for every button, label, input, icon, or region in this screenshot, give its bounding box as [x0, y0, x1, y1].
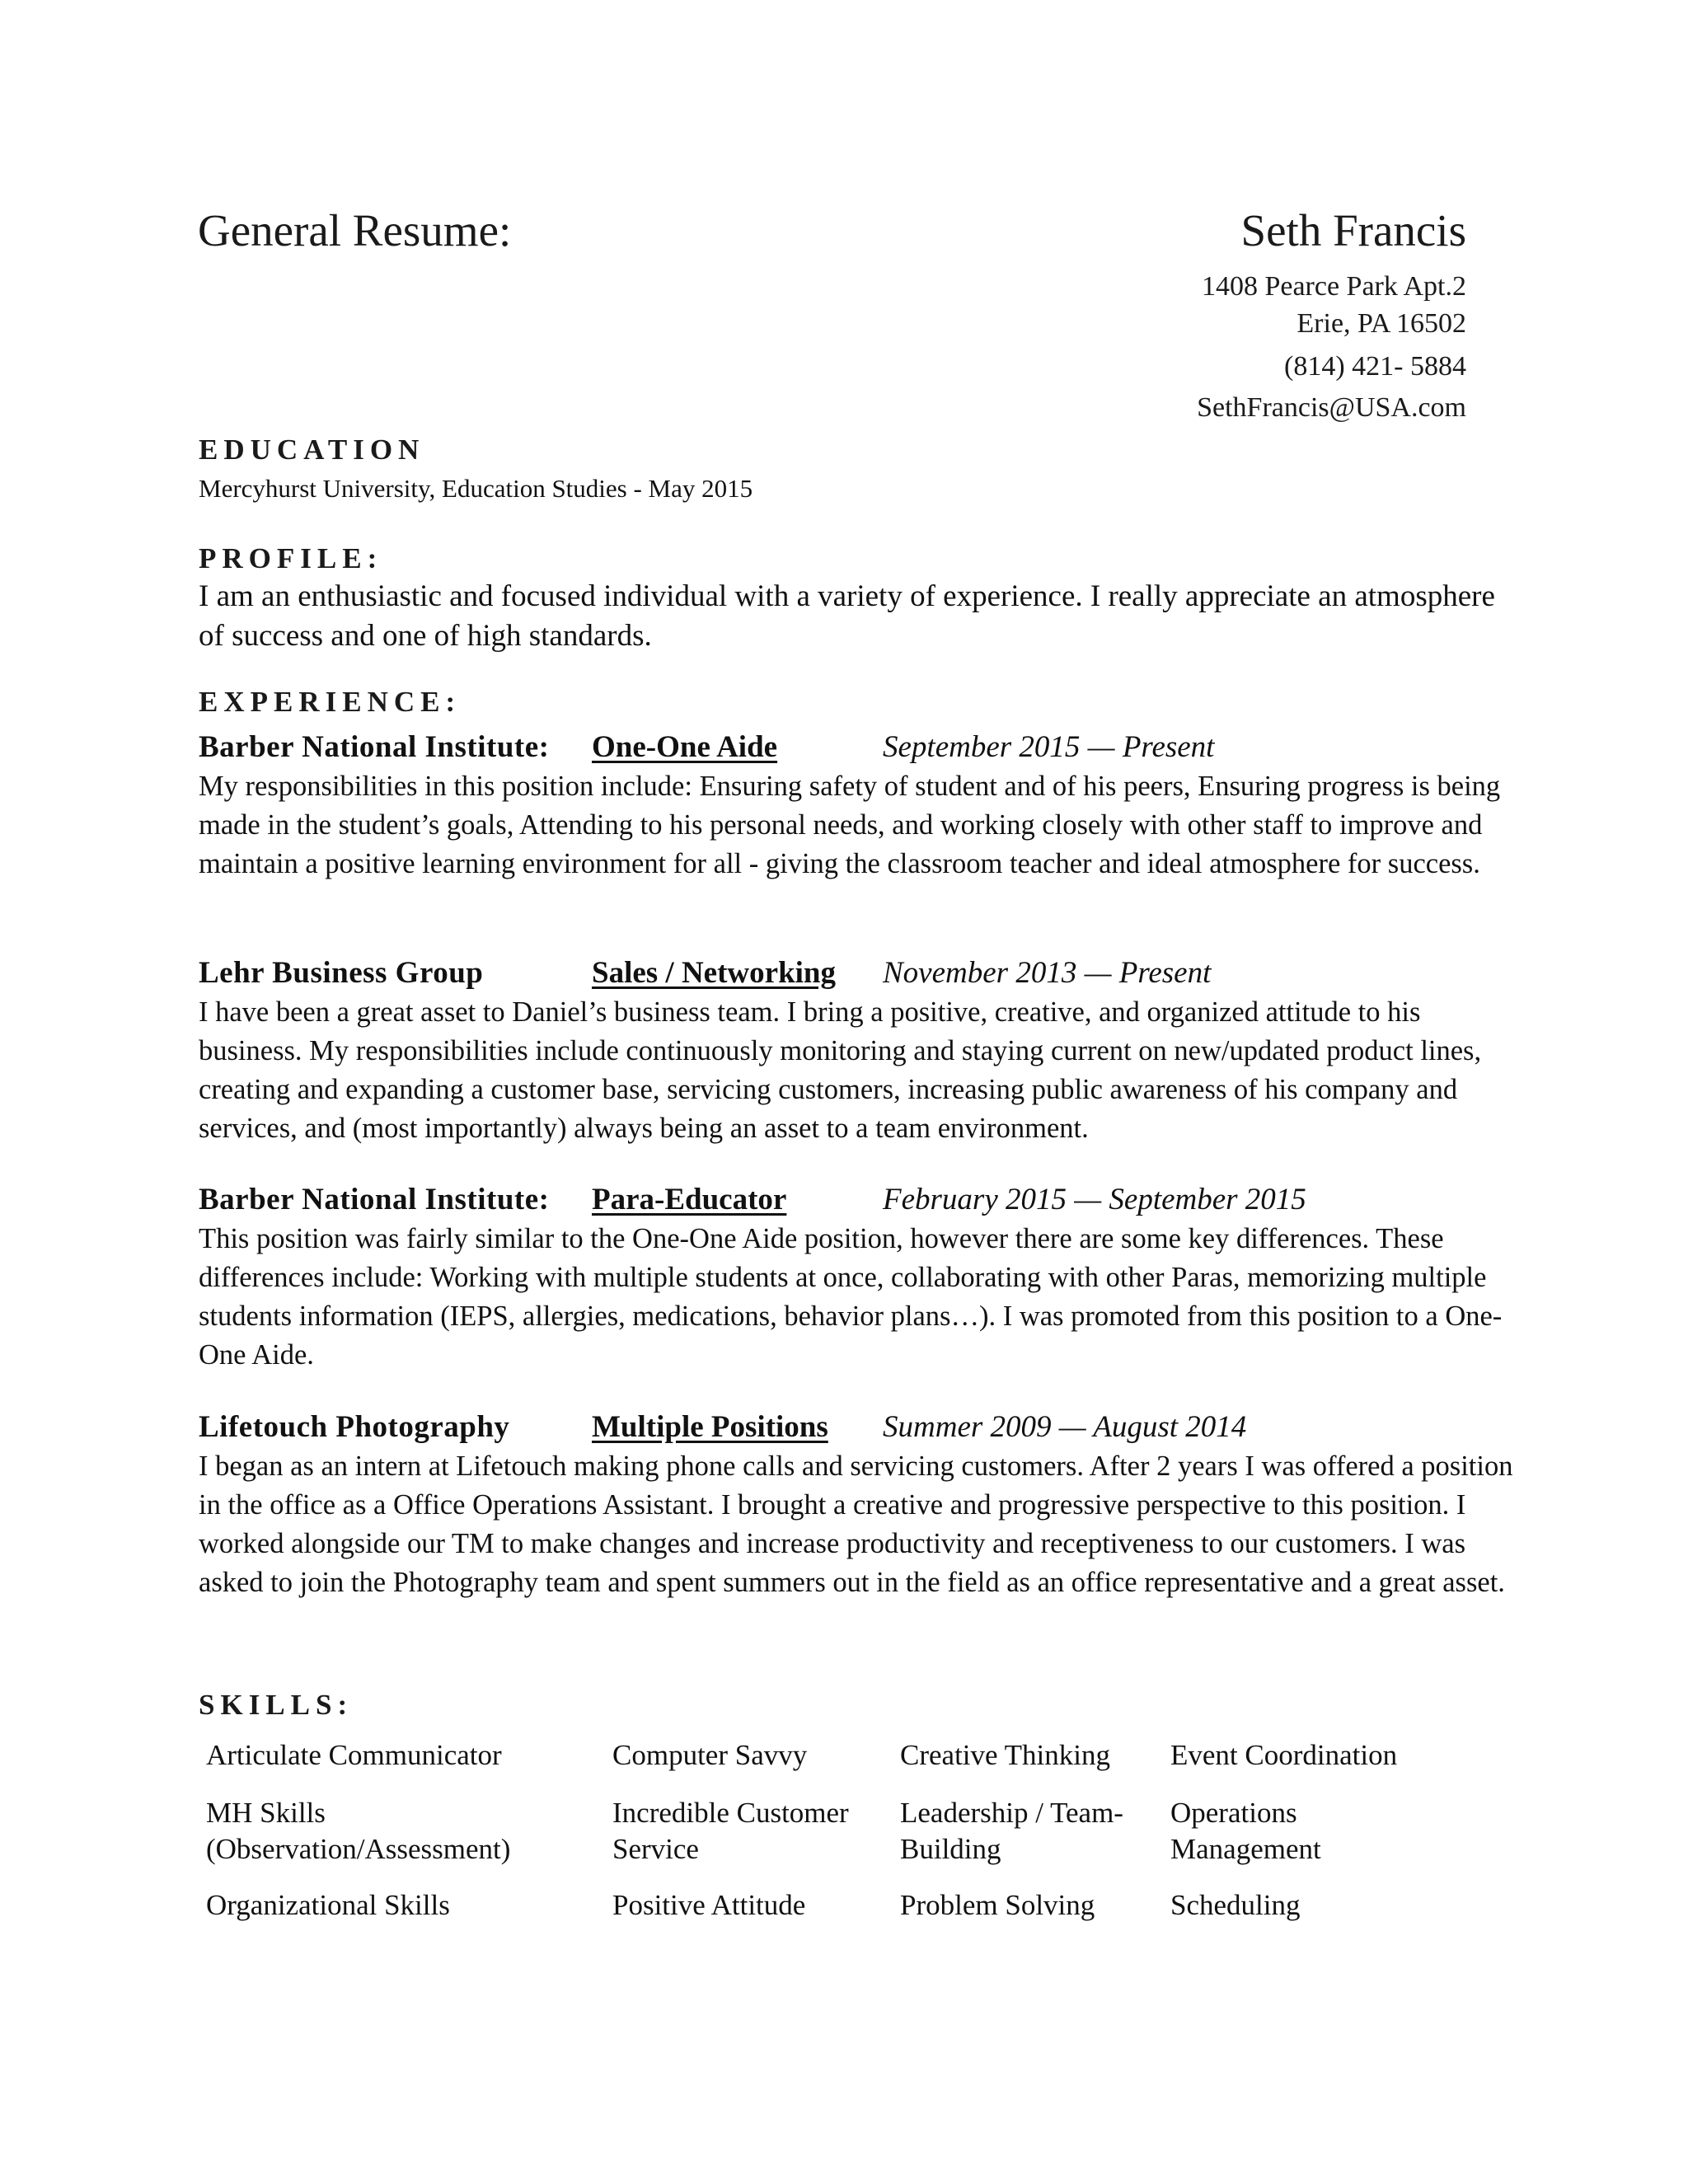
job-description: My responsibilities in this position include: Ensuring safety of student and of his peers, Ensuring progress is being made in the student’s goals, Attending to his personal needs, and working closely with other staff to improve and maintain a positive learning environment for all - giving the classroom teacher and ideal atmosphere for success. [199, 771, 1501, 879]
skill-item: MH Skills (Observation/Assessment) [206, 1797, 511, 1865]
job-header [199, 1180, 1517, 1220]
applicant-name: Seth Francis [1240, 205, 1466, 255]
job-entry [199, 728, 1517, 883]
job-organization: Lehr Business Group [199, 956, 484, 990]
document-title: General Resume: [198, 205, 512, 255]
profile-heading: PROFILE: [199, 542, 383, 574]
job-header [199, 728, 1517, 767]
phone-number: (814) 421- 5884 [1284, 351, 1466, 382]
profile-text: I am an enthusiastic and focused individual with a variety of experience. I really appreciate an atmosphere of success and one of high standards. [199, 579, 1495, 653]
skills-heading: SKILLS: [199, 1689, 354, 1721]
job-entry [199, 954, 1517, 1148]
skill-item: Leadership / Team-Building [900, 1797, 1123, 1865]
education-entry: Mercyhurst University, Education Studies - May 2015 [199, 474, 753, 503]
skill-item: Problem Solving [900, 1889, 1095, 1921]
job-organization: Barber National Institute: [199, 1183, 550, 1216]
skill-item: Organizational Skills [206, 1889, 450, 1921]
job-dates: September 2015 — Present [883, 730, 1215, 764]
job-description: I began as an intern at Lifetouch making phone calls and servicing customers. After 2 years I was offered a position in the office as a Office Operations Assistant. I brought a creative and progressive perspective to this position. I worked alongside our TM to make changes and increase productivity and receptiveness to our customers. I was asked to join the Photography team and spent summers out in the field as an office representative and a great asset. [199, 1451, 1513, 1598]
education-heading: EDUCATION [199, 434, 425, 466]
job-entry [199, 1408, 1517, 1602]
job-description: I have been a great asset to Daniel’s business team. I bring a positive, creative, and organized attitude to his business. My responsibilities include continuously monitoring and staying current on new/updated product lines, creating and expanding a customer base, servicing customers, increasing public awareness of his company and services, and (most importantly) always being an asset to a team environment. [199, 996, 1482, 1144]
address-line-2: Erie, PA 16502 [1296, 308, 1466, 339]
job-entry [199, 1180, 1517, 1375]
experience-heading: EXPERIENCE: [199, 686, 462, 718]
skill-item: Creative Thinking [900, 1739, 1110, 1771]
skill-item: Positive Attitude [612, 1889, 806, 1921]
job-dates: November 2013 — Present [883, 956, 1212, 990]
skill-item: Operations Management [1170, 1797, 1321, 1865]
email-address: SethFrancis@USA.com [1197, 392, 1466, 423]
job-organization: Barber National Institute: [199, 730, 550, 764]
skill-item: Articulate Communicator [206, 1739, 502, 1771]
skill-item: Computer Savvy [612, 1739, 808, 1771]
skill-item: Event Coordination [1170, 1739, 1398, 1771]
job-dates: Summer 2009 — August 2014 [883, 1410, 1247, 1444]
job-dates: February 2015 — September 2015 [883, 1183, 1306, 1216]
address-line-1: 1408 Pearce Park Apt.2 [1201, 271, 1466, 302]
job-role: Multiple Positions [592, 1410, 828, 1444]
job-header [199, 954, 1517, 993]
job-role: Sales / Networking [592, 956, 836, 990]
skill-item: Scheduling [1170, 1889, 1301, 1921]
job-description: This position was fairly similar to the One-One Aide position, however there are some key differences. These differences include: Working with multiple students at once, collaborating with other Paras, memorizing multiple students information (IEPS, allergies, medications, behavior plans…). I was promoted from this position to a One-One Aide. [199, 1223, 1503, 1371]
contact-block [1197, 268, 1466, 429]
job-header [199, 1408, 1517, 1447]
skill-item: Incredible Customer Service [612, 1797, 849, 1865]
job-role: One-One Aide [592, 730, 778, 764]
job-role: Para-Educator [592, 1183, 787, 1216]
job-organization: Lifetouch Photography [199, 1410, 510, 1444]
